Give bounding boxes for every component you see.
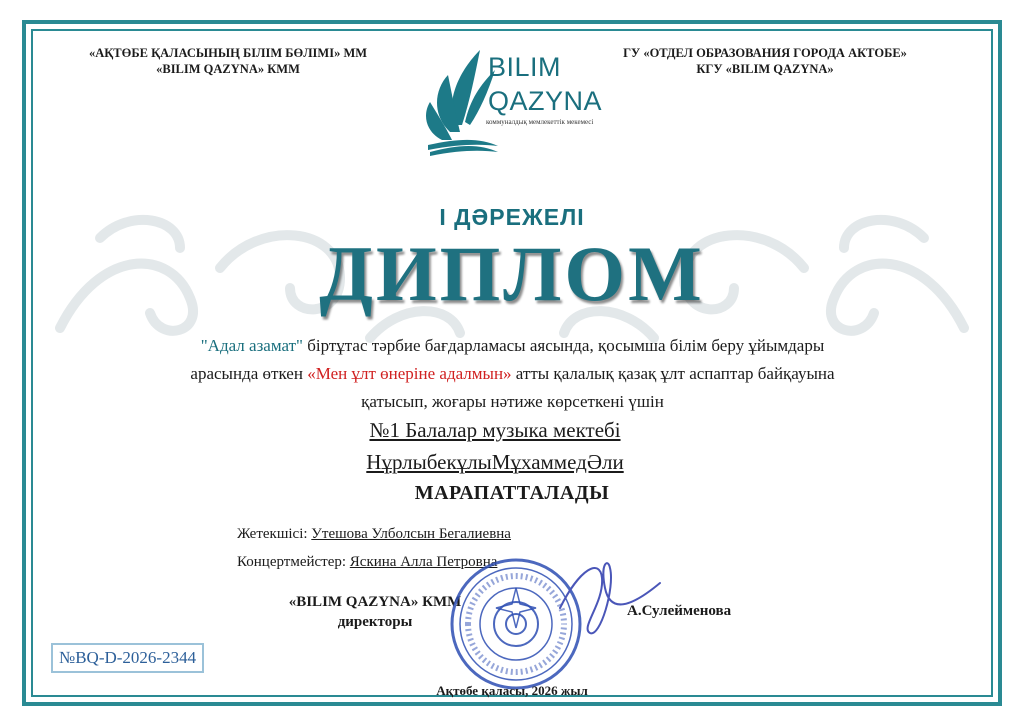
recipient-name: НұрлыбекұлыМұхаммедӘли [366, 450, 624, 474]
header-left [48, 45, 408, 77]
logo-line1: BILIM [488, 52, 562, 82]
supervisor-name: Утешова Улболсын Бегалиевна [311, 526, 511, 542]
recipient-line [0, 450, 990, 475]
school-name: №1 Балалар музыка мектебі [369, 418, 621, 442]
header-right-line1: ГУ «ОТДЕЛ ОБРАЗОВАНИЯ ГОРОДА АКТОБЕ» [623, 46, 907, 60]
place-and-year: Ақтөбе қаласы, 2026 жыл [436, 683, 588, 698]
registration-number: №BQ-D-2026-2344 [51, 643, 204, 673]
header-left-line2: «BILIM QAZYNA» КММ [156, 62, 300, 76]
contest-name: «Мен ұлт өнеріне адалмын» [307, 364, 512, 383]
header-left-line1: «АҚТӨБЕ ҚАЛАСЫНЫҢ БІЛІМ БӨЛІМІ» ММ [88, 46, 368, 60]
supervisor-row [237, 520, 511, 548]
header-right-line2: КГУ «BILIM QAZYNA» [696, 62, 834, 76]
signatory-name: А.Сулейменова [627, 603, 732, 619]
awarded-text: МАРАПАТТАЛАДЫ [414, 482, 610, 504]
logo-line2: QAZYNA [488, 86, 603, 116]
program-name: "Адал азамат" [200, 336, 303, 355]
supervisor-label: Жетекшісі: [237, 526, 308, 542]
description-text-2: атты қалалық қазақ ұлт аспаптар байқауына қатысып, жоғары нәтиже көрсеткені үшін [361, 364, 835, 411]
accompanist-name: Яскина Алла Петровна [349, 554, 498, 570]
degree-label: І ДӘРЕЖЕЛІ [439, 204, 585, 230]
description-text-1: біртұтас тәрбие бағдарламасы аясында, қосымша білім беру ұйымдары арасында өткен [190, 336, 825, 383]
logo-subtitle: коммуналдық мемлекеттік мекемесі [486, 118, 594, 126]
diploma-title: ДИПЛОМ [319, 230, 705, 317]
signature-icon [540, 548, 680, 648]
school-line [0, 418, 990, 443]
award-description [175, 332, 850, 416]
header-right [590, 45, 940, 77]
logo-wordmark [488, 50, 602, 118]
accompanist-label: Концертмейстер: [237, 554, 347, 570]
signature-org-name: «BILIM QAZYNA» КММ [288, 594, 462, 610]
signature-role: директоры [337, 614, 413, 630]
